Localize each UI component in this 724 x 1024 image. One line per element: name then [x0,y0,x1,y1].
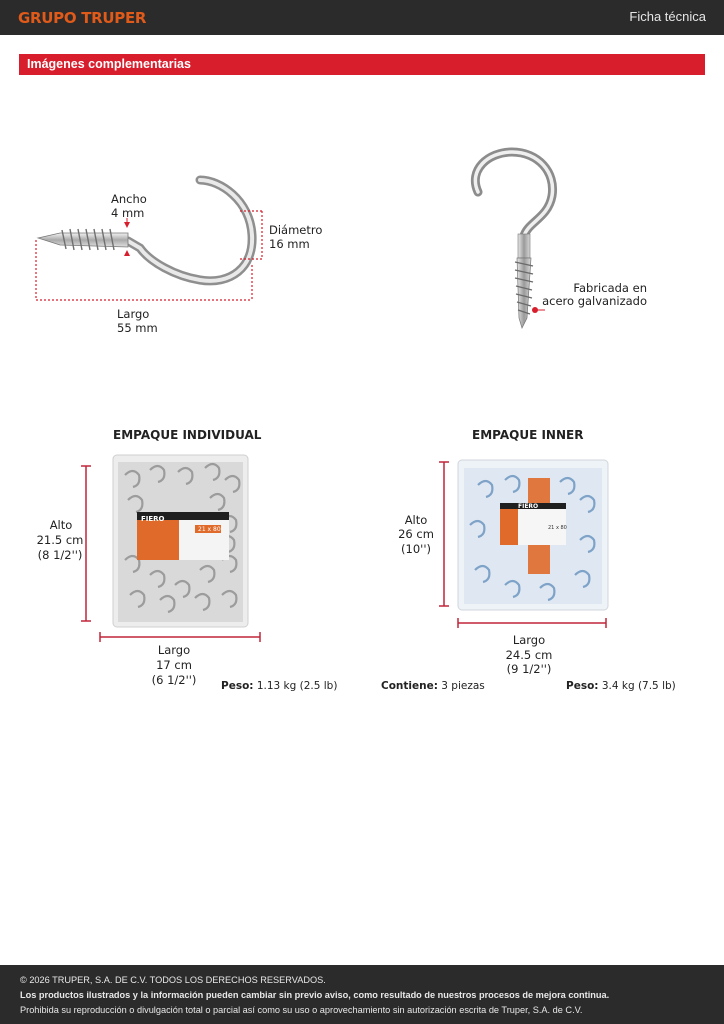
inner-bag-brand: FIERO [518,503,539,510]
individual-largo-cm: 17 cm [156,658,192,672]
largo-label: Largo [117,307,150,321]
individual-pack-title: EMPAQUE INDIVIDUAL [113,428,262,442]
inner-contents-label: Contiene: [381,680,438,692]
inner-alto-in: (10'') [401,542,431,556]
brand-logo: GRUPO TRUPER [18,9,147,27]
ancho-label: Ancho [111,192,147,206]
individual-alto-label: Alto [49,518,73,532]
inner-alto-cm: 26 cm [398,527,434,541]
section-title: Imágenes complementarias [27,57,191,71]
inner-alto-label: Alto [404,513,428,527]
inner-weight [566,680,676,692]
footer [0,965,724,1024]
footer-prohibition: Prohibida su reproducción o divulgación total o parcial así como su uso o aprovechamiento sin autorización escrita de Truper, S.A. de C.V. [20,1005,583,1015]
footer-copyright: © 2026 TRUPER, S.A. DE C.V. TODOS LOS DERECHOS RESERVADOS. [20,975,326,985]
inner-largo-label: Largo [512,633,546,647]
individual-alto-cm: 21.5 cm [36,533,84,547]
diametro-value: 16 mm [269,237,310,251]
individual-largo-in: (6 1/2'') [151,673,197,687]
document-type: Ficha técnica [629,9,706,24]
individual-largo-label: Largo [157,643,191,657]
individual-pack-bag [113,455,248,627]
individual-alto-in: (8 1/2'') [37,548,83,562]
inner-pack-title: EMPAQUE INNER [472,428,584,442]
inner-bag-size: 21 x 80 [548,525,567,531]
footer-notice: Los productos ilustrados y la información pueden cambiar sin previo aviso, como resultado de nuestros procesos de mejora continua. [20,990,610,1000]
inner-largo-cm: 24.5 cm [505,648,553,662]
inner-contents [381,680,485,692]
individual-bag-brand: FIERO [141,515,165,523]
inner-weight-label: Peso: [566,680,599,692]
inner-weight-value: 3.4 kg (7.5 lb) [601,680,676,692]
ancho-value: 4 mm [111,206,145,220]
individual-weight-value: 1.13 kg (2.5 lb) [256,680,338,692]
individual-weight [221,680,337,692]
inner-largo-in: (9 1/2'') [506,662,552,676]
inner-contents-value: 3 piezas [441,680,485,692]
individual-bag-size: 21 x 80 [198,526,221,533]
material-line-2: acero galvanizado [542,294,647,308]
individual-weight-label: Peso: [221,680,254,692]
material-line-1: Fabricada en [573,281,647,295]
diametro-label: Diámetro [269,223,323,237]
largo-value: 55 mm [117,321,158,335]
inner-pack-bag [458,460,608,610]
